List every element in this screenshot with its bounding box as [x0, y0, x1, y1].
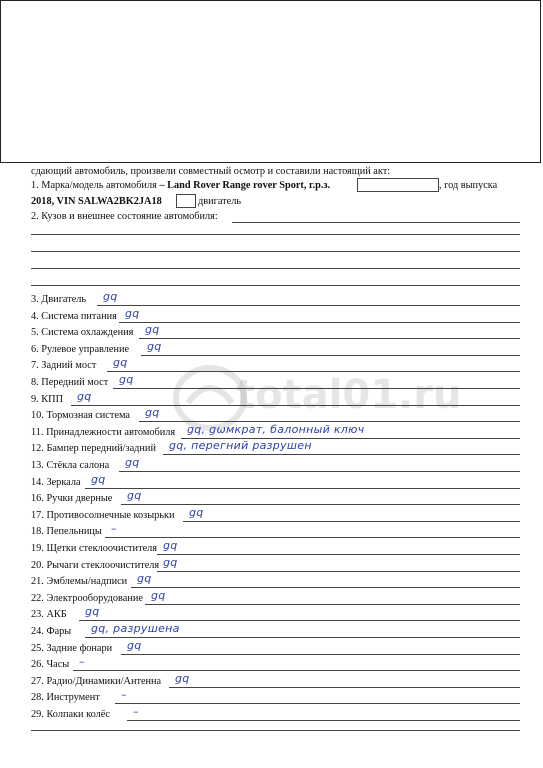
fill-line [141, 355, 520, 356]
handwritten-note: gq [145, 406, 160, 420]
handwritten-note: gq [137, 572, 152, 586]
vin-value: SALWA2BK2JA18 [78, 196, 162, 207]
item-label: 16. Ручки дверные [31, 493, 113, 505]
rule [31, 268, 520, 269]
handwritten-note: gq [127, 638, 142, 652]
rule [31, 251, 520, 252]
fill-line [183, 521, 520, 522]
item-label: 21. Эмблемы/надписи [31, 576, 128, 588]
fill-line [113, 388, 520, 389]
fill-line [107, 371, 520, 372]
handwritten-note: gq, перегний разрушен [169, 439, 312, 453]
fill-line [139, 338, 520, 339]
fill-line [127, 720, 520, 721]
handwritten-note: gq [163, 539, 178, 552]
model-value: – Land Rover Range rover Sport, г.р.з. [159, 180, 331, 191]
rule [232, 222, 520, 223]
body-label: 2. Кузов и внешнее состояние автомобиля: [31, 211, 218, 222]
fill-line [71, 405, 520, 406]
redacted-area [0, 0, 541, 163]
item-label: 8. Передний мост [31, 377, 109, 388]
item-label: 28. Инструмент [31, 692, 100, 704]
item-label: 27. Радио/Динамики/Антенна [31, 675, 162, 687]
item-label: 22. Электрооборудование [31, 592, 143, 604]
rule [31, 285, 520, 286]
handwritten-note: gq [113, 356, 128, 370]
fill-line [131, 587, 520, 588]
fill-line [119, 471, 520, 472]
item-label: 17. Противосолнечные козырьки [31, 509, 175, 521]
item-label: 24. Фары [31, 626, 72, 637]
handwritten-note: gq, gѡмкрат, балонный ключ [187, 422, 365, 436]
fill-line [121, 504, 520, 505]
handwritten-note: gq, разрушена [91, 622, 180, 635]
item-label: 12. Бампер передний/задний [31, 443, 156, 455]
fill-line [73, 670, 520, 671]
plate-box [357, 178, 439, 192]
handwritten-note: gq [175, 671, 190, 685]
year-label: , год выпуска [439, 180, 498, 191]
fill-line [85, 637, 520, 638]
item-label: 26. Часы [31, 659, 70, 671]
handwritten-note: – [111, 522, 117, 536]
item-label: 5. Система охлаждения [31, 327, 134, 339]
item-label: 6. Рулевое управление [31, 343, 130, 355]
intro-text: сдающий автомобиль, произвели совместный осмотр и составили настоящий акт: [31, 166, 391, 177]
vin-line [31, 196, 162, 207]
fill-line [119, 322, 520, 323]
item-label: 23. АКБ [31, 609, 67, 621]
fill-line [97, 305, 520, 306]
rule [31, 234, 520, 235]
item-label: 11. Принадлежности автомобиля [31, 426, 176, 438]
fill-line [115, 703, 520, 704]
rule [31, 730, 520, 731]
fill-line [163, 454, 520, 455]
handwritten-note: gq [145, 323, 160, 337]
watermark-text: total01.ru [236, 372, 462, 418]
fill-line [85, 488, 520, 489]
handwritten-note: gq [163, 555, 178, 569]
handwritten-note: gq [77, 389, 92, 403]
item-label: 10. Тормозная система [31, 410, 130, 422]
item-label: 29. Колпаки колёс [31, 709, 110, 720]
item-label: 7. Задний мост [31, 360, 97, 372]
item-label: 18. Пепельницы [31, 526, 102, 538]
handwritten-note: gq [91, 472, 106, 486]
fill-line [145, 604, 520, 605]
handwritten-note: – [121, 688, 127, 702]
handwritten-note: gq [127, 489, 142, 503]
item-label: 25. Задние фонари [31, 642, 113, 654]
handwritten-note: gq [125, 456, 140, 469]
handwritten-note: gq [189, 505, 204, 519]
handwritten-note: gq [147, 339, 162, 353]
handwritten-note: – [79, 655, 85, 669]
item-label: 14. Зеркала [31, 476, 81, 488]
fill-line [157, 554, 520, 555]
model-line [31, 180, 330, 191]
item-label: 19. Щетки стеклоочистителя [31, 543, 158, 554]
year-value: 2018, VIN [31, 196, 76, 207]
handwritten-note: gq [103, 290, 118, 303]
handwritten-note: – [133, 705, 139, 718]
handwritten-note: gq [119, 373, 134, 386]
item-label: 13. Стёкла салона [31, 460, 110, 471]
engine-label: двигатель [198, 196, 242, 207]
item-label: 20. Рычаги стеклоочистителя [31, 559, 160, 571]
fill-line [157, 571, 520, 572]
fill-line [169, 687, 520, 688]
item-label: 9. КПП [31, 393, 64, 405]
fill-line [121, 654, 520, 655]
item-label: 4. Система питания [31, 310, 117, 322]
model-label: 1. Марка/модель автомобиля [31, 180, 157, 191]
handwritten-note: gq [85, 605, 100, 619]
item-label: 3. Двигатель [31, 294, 87, 305]
handwritten-note: gq [151, 588, 166, 602]
vin-box [176, 194, 196, 208]
handwritten-note: gq [125, 306, 140, 320]
